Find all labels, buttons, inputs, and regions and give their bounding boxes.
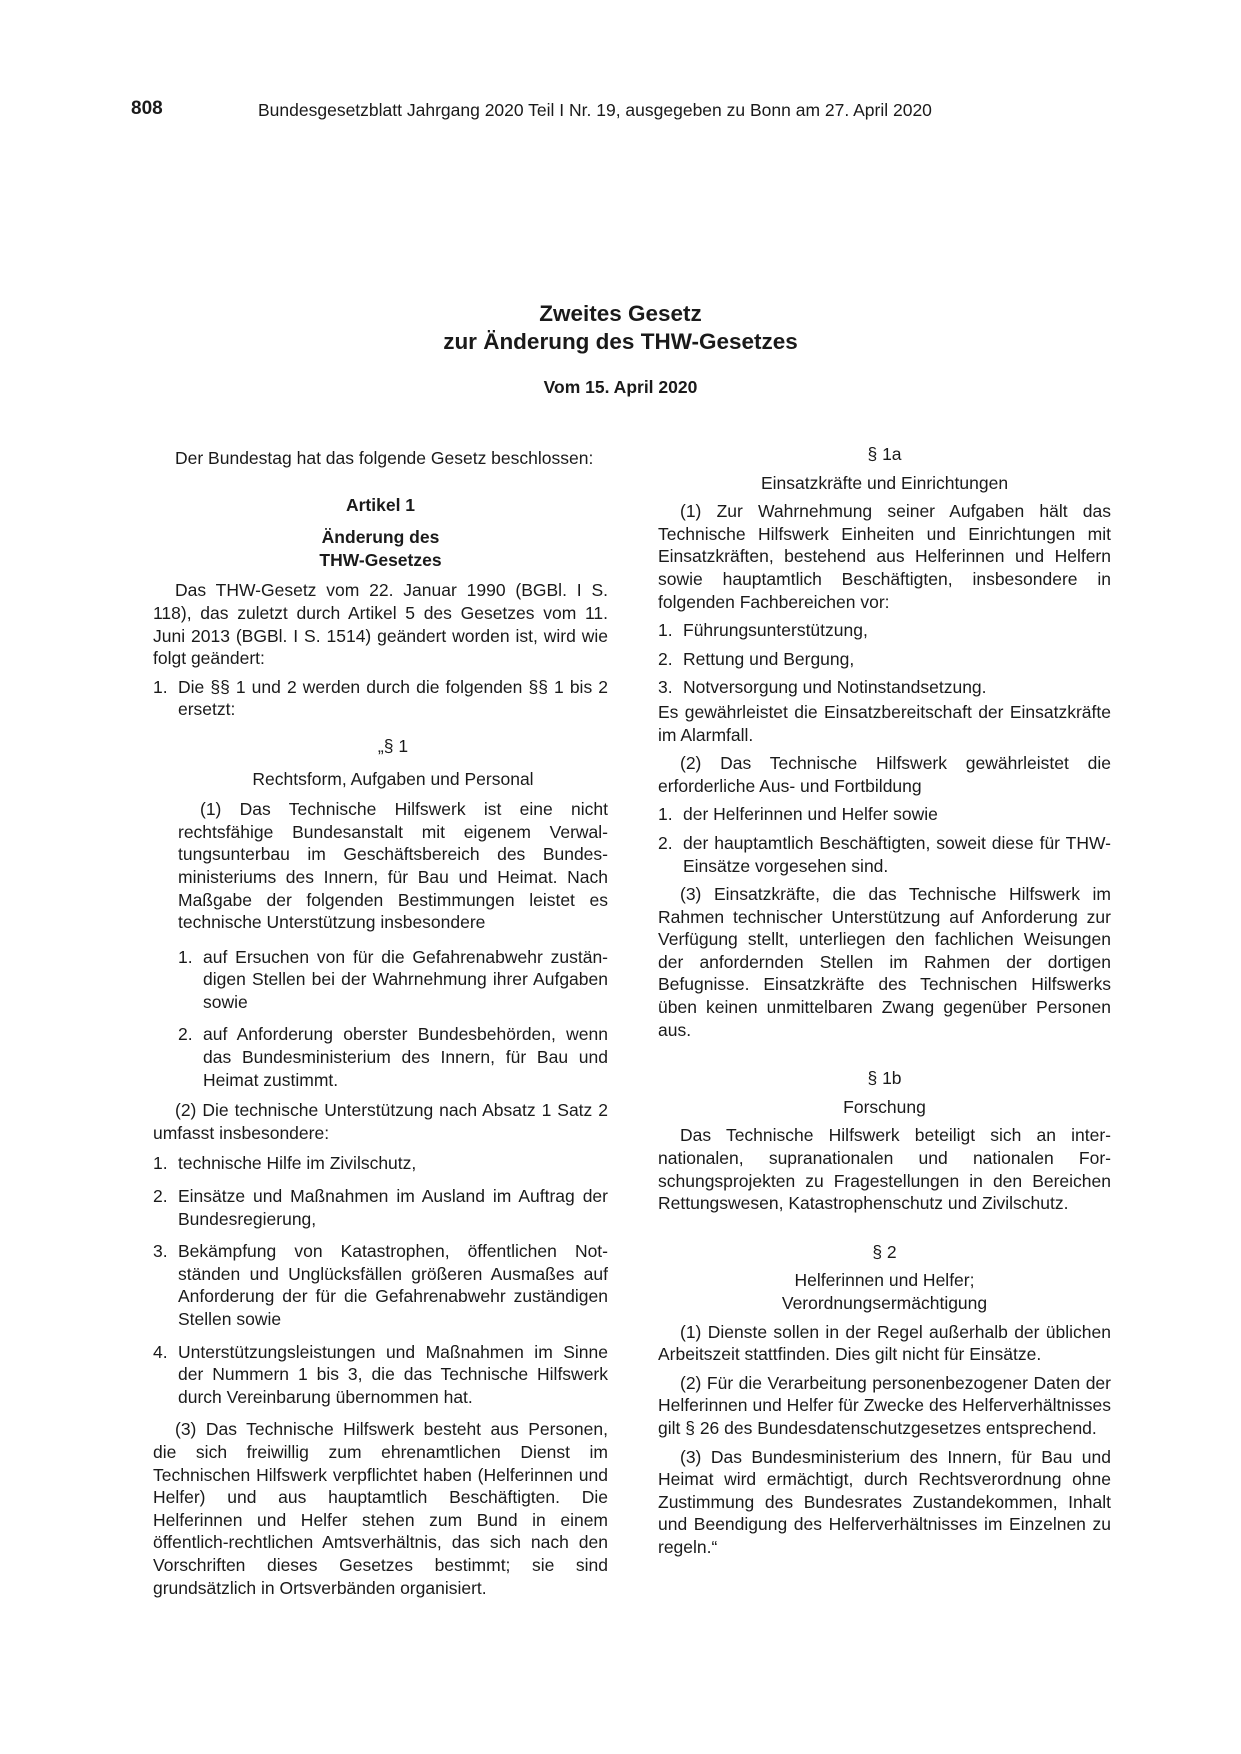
article-intro: Das THW-Gesetz vom 22. Januar 1990 (BGBl. I S. 118), das zuletzt durch Artikel 5 des Gesetzes vom 11. Juni 2013 (BGBl. I S. 1514) geändert worden ist, wird wie folgt geändert: [153,580,608,669]
section-1a-paragraph-3: (3) Einsatzkräfte, die das Technische Hilfswerk im Rahmen technischer Unterstützung auf Anforderung zur Verfügung stellt, unterliegen den fachlichen Weisungen der anfordernden Stellen im Rahmen der dortigen Befugnisse. Einsatzkräfte des Technischen Hilfswerks üben keinen unmittelbaren Zwang gegenüber Personen aus. [658,884,1111,1040]
article-subheading-line-1: Änderung des [321,527,440,548]
section-1a-title: Einsatzkräfte und Einrichtungen [760,472,1009,493]
law-title-line-2: zur Änderung des THW-Gesetzes [443,329,798,354]
list-item-number: 2. [658,832,673,853]
list-item-text: der hauptamtlich Beschäftigten, soweit diese für THW-Einsätze vorgesehen sind. [683,832,1111,876]
list-item [153,1152,608,1175]
section-1-paragraph-2: (2) Die technische Unterstützung nach Absatz 1 Satz 2 umfasst insbesondere: [153,1100,608,1143]
section-2-paragraph-2: (2) Für die Verarbeitung personenbezogener Daten der Helferinnen und Helfer für Zwecke des Helferverhältnisses gilt § 26 des Bundesdatenschutzgesetzes entsprechend. [658,1372,1111,1438]
section-1a-paragraph-1-tail: Es gewährleistet die Einsatzbereitschaft der Einsatzkräfte im Alarmfall. [658,701,1111,745]
list-item-text: auf Anforderung oberster Bundesbehörden, wenn das Bundesministerium des Innern, für Bau und Heimat zustimmt. [203,1024,608,1090]
list-item-text: Führungsunterstützung, [683,620,868,641]
law-title [0,300,1241,356]
list-item [153,1185,608,1230]
list-item-text: Bekämpfung von Katastrophen, öffentlichen Notständen und Unglücksfällen größeren Ausmaßes auf Anforderung der für die Gefahrenabwehr zuständigen Stellen sowie [178,1241,608,1329]
list-item-text: technische Hilfe im Zivilschutz, [178,1153,417,1174]
list-item-text: Notversorgung und Notinstandsetzung. [683,677,987,698]
list-item-number: 1. [658,804,673,825]
list-item-number: 1. [178,946,193,967]
list-item-text: Unterstützungsleistungen und Maßnahmen im Sinne der Nummern 1 bis 3, die das Technische Hilfswerk durch Vereinbarung übernommen hat. [178,1341,608,1407]
section-1a-paragraph-1: (1) Zur Wahrnehmung seiner Aufgaben hält das Technische Hilfswerk Einheiten und Einrichtungen mit Einsatzkräften, bestehend aus Helferinnen und Helfern sowie hauptamtlich Beschäftigten, insbesondere in folgenden Fachbereichen vor: [658,501,1111,612]
list-item-number: 3. [658,677,673,698]
list-item [658,648,1111,671]
list-item-text: Rettung und Bergung, [683,648,855,669]
section-2-paragraph-3: (3) Das Bundesministerium des Innern, für Bau und Heimat wird ermächtigt, durch Rechtsverordnung ohne Zustimmung des Bundesrates Zustandekommen, Inhalt und Beendigung des Helferverhältnisses im Einzelnen zu regeln.“ [658,1446,1111,1557]
list-item-number: 3. [153,1241,168,1262]
list-item-number: 4. [153,1341,168,1362]
list-item [178,1023,608,1091]
change-item-number: 1. [153,676,168,697]
section-2-title-line-1: Helferinnen und Helfer; [794,1270,975,1291]
list-item-text: Einsätze und Maßnahmen im Ausland im Auftrag der Bundesregierung, [178,1186,608,1229]
article-subheading-line-2: THW-Gesetzes [319,549,442,570]
section-2-paragraph-1: (1) Dienste sollen in der Regel außerhalb der üblichen Arbeitszeit stattfinden. Dies gilt nicht für Einsätze. [658,1321,1111,1365]
list-item-number: 2. [658,648,673,669]
section-1a-paragraph-2: (2) Das Technische Hilfswerk gewährleistet die erforderliche Aus- und Fortbildung [658,753,1111,796]
page-number: 808 [131,98,163,119]
section-1-title: Rechtsform, Aufgaben und Personal [252,768,534,789]
list-item-number: 1. [153,1153,168,1174]
enactment-clause: Der Bundestag hat das folgende Gesetz beschlossen: [175,448,594,468]
list-item [658,832,1111,877]
list-item [658,803,1111,826]
change-item [153,676,608,721]
section-1-paragraph-1: (1) Das Technische Hilfswerk ist eine nicht rechtsfähige Bundesanstalt mit eigenem Verwaltungsunterbau im Geschäftsbereich des Bundesministeriums des Innern, für Bau und Heimat. Nach Maßgabe der folgenden Bestimmungen leistet es technische Unterstützung insbesondere [178,799,608,933]
list-item-number: 2. [153,1186,168,1207]
section-1-paragraph-3: (3) Das Technische Hilfswerk besteht aus Personen, die sich freiwillig zum ehrenamtlichen Dienst im Technischen Hilfswerk verpflichtet haben (Helferinnen und Helfer) und aus hauptamtlich Beschäftigten. Die Helferinnen und Helfer stehen zum Bund in einem öffentlich-rechtlichen Amtsverhältnis, das sich nach den Vorschriften dieses Gesetzes bestimmt; sie sind grundsätzlich in Ortsverbänden organisiert. [153,1419,608,1598]
list-item [153,1341,608,1409]
left-column [153,447,608,1599]
list-item-text: auf Ersuchen von für die Gefahrenabwehr zuständigen Stellen bei der Wahrnehmung ihrer Aufgaben sowie [203,946,608,1012]
article-heading: Artikel 1 [345,494,416,515]
law-date: Vom 15. April 2020 [543,377,698,397]
page-header [131,98,1181,124]
list-item-number: 2. [178,1024,193,1045]
list-item [658,619,1111,642]
right-column [658,443,1111,1559]
law-title-line-1: Zweites Gesetz [539,301,702,326]
section-1a-heading: § 1a [867,444,902,464]
section-1-heading: „§ 1 [377,735,409,756]
section-1b-heading: § 1b [867,1068,902,1089]
section-1b-paragraph: Das Technische Hilfswerk beteiligt sich an internationalen, supranationalen und nationalen Forschungsprojekten zu Fragestellungen in den Bereichen Rettungswesen, Katastrophenschutz und Zivilschutz. [658,1125,1111,1214]
list-item [153,1240,608,1330]
list-item [658,676,1111,699]
list-item [178,946,608,1014]
running-head: Bundesgesetzblatt Jahrgang 2020 Teil I Nr. 19, ausgegeben zu Bonn am 27. April 2020 [258,100,932,120]
section-1b-title: Forschung [843,1096,926,1117]
section-2-heading: § 2 [872,1241,897,1262]
list-item-number: 1. [658,620,673,641]
section-2-title-line-2: Verordnungsermächtigung [781,1293,988,1313]
list-item-text: der Helferinnen und Helfer sowie [683,804,938,825]
change-item-text: Die §§ 1 und 2 werden durch die folgenden §§ 1 bis 2 ersetzt: [178,676,608,720]
